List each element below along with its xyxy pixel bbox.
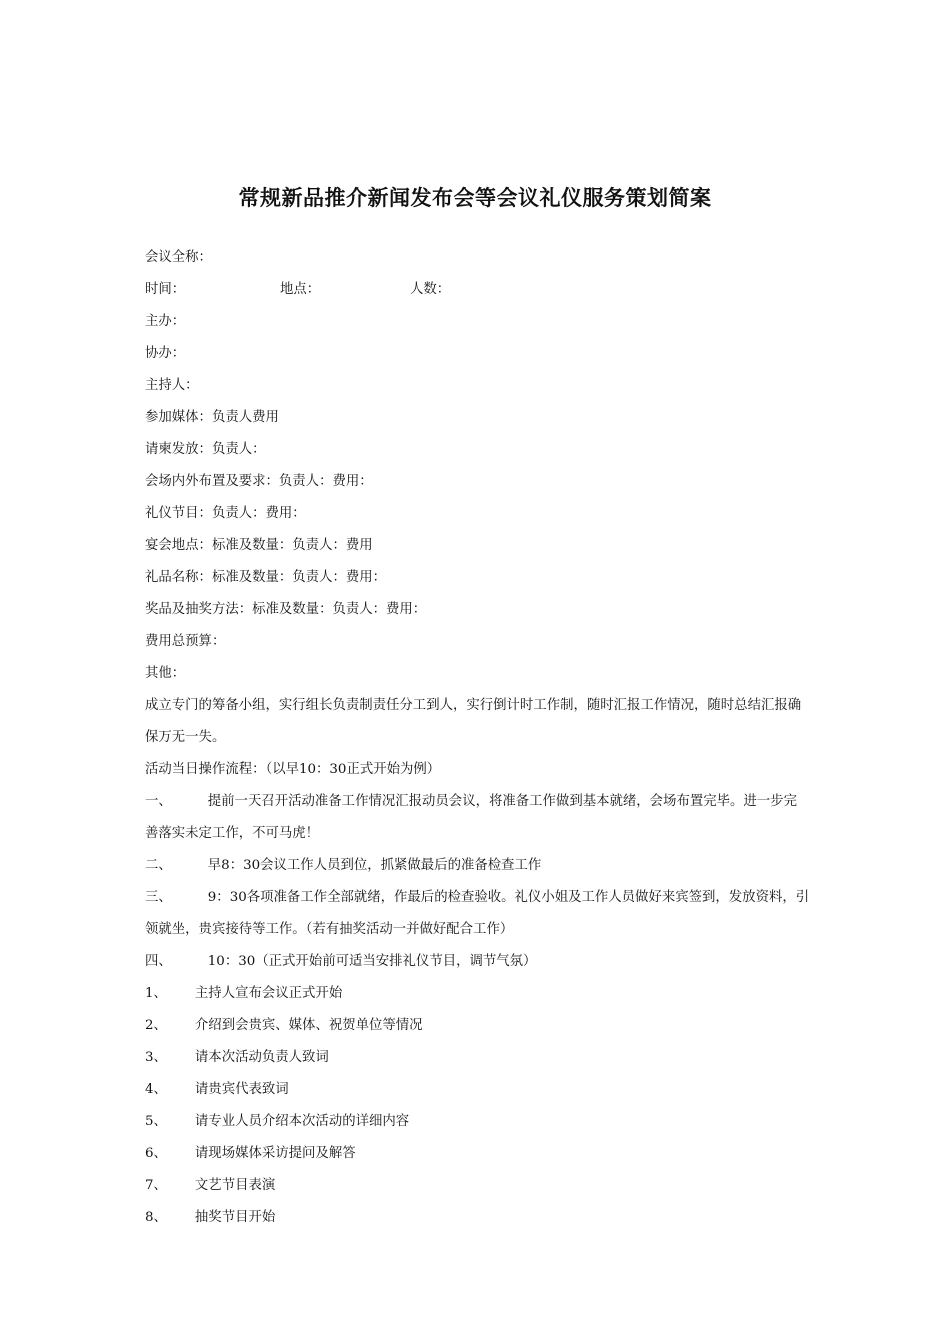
- item-number: 5、: [145, 1114, 167, 1129]
- document-body: [145, 242, 810, 1234]
- field-row-time-place-people: [145, 274, 810, 306]
- list-item: [145, 1170, 810, 1202]
- item-number: 7、: [145, 1178, 167, 1193]
- field-meeting-name: 会议全称：: [145, 250, 212, 265]
- item-text: 主持人宣布会议正式开始: [194, 986, 343, 1001]
- step-number: 二、: [145, 858, 172, 873]
- field-time: 时间：: [145, 282, 186, 297]
- list-item: [145, 1074, 810, 1106]
- field-etiquette: 礼仪节目：负责人：费用：: [145, 506, 306, 521]
- step-text: 9：30各项准备工作全部就绪，作最后的检查验收。礼仪小姐及工作人员做好来宾签到，发放资料，引领就坐，贵宾接待等工作。（若有抽奖活动一并做好配合工作）: [145, 890, 810, 937]
- item-text: 请现场媒体采访提问及解答: [194, 1146, 356, 1161]
- flow-title: 活动当日操作流程：（以早10：30正式开始为例）: [145, 762, 441, 777]
- document-title: 常规新品推介新闻发布会等会议礼仪服务策划简案: [238, 186, 712, 210]
- field-host-org: 主办：: [145, 314, 186, 329]
- item-text: 请专业人员介绍本次活动的详细内容: [194, 1114, 410, 1129]
- list-item: [145, 978, 810, 1010]
- step-number: 三、: [145, 890, 172, 905]
- field-media: 参加媒体：负责人费用: [145, 410, 279, 425]
- field-venue: 会场内外布置及要求：负责人：费用：: [145, 474, 373, 489]
- list-item: [145, 1138, 810, 1170]
- field-gifts: 礼品名称：标准及数量：负责人：费用：: [145, 570, 387, 585]
- field-people: 人数：: [410, 282, 451, 297]
- step-text: 10：30（正式开始前可适当安排礼仪节目，调节气氛）: [207, 954, 537, 969]
- item-text: 文艺节目表演: [194, 1178, 276, 1193]
- item-number: 2、: [145, 1018, 167, 1033]
- list-item: [145, 1042, 810, 1074]
- item-number: 4、: [145, 1082, 167, 1097]
- list-item: [145, 1106, 810, 1138]
- step-text: 提前一天召开活动准备工作情况汇报动员会议，将准备工作做到基本就绪，会场布置完毕。进一步完善落实未定工作，不可马虎！: [145, 794, 797, 841]
- item-text: 抽奖节目开始: [194, 1210, 276, 1225]
- item-number: 1、: [145, 986, 167, 1001]
- list-item: [145, 1010, 810, 1042]
- list-item: [145, 1202, 810, 1234]
- item-number: 8、: [145, 1210, 167, 1225]
- step-text: 早8：30会议工作人员到位，抓紧做最后的准备检查工作: [207, 858, 542, 873]
- item-text: 介绍到会贵宾、媒体、祝贺单位等情况: [194, 1018, 423, 1033]
- step-number: 四、: [145, 954, 172, 969]
- field-invites: 请柬发放：负责人：: [145, 442, 266, 457]
- item-number: 3、: [145, 1050, 167, 1065]
- field-co-org: 协办：: [145, 346, 186, 361]
- field-moderator: 主持人：: [145, 378, 199, 393]
- item-text: 请贵宾代表致词: [194, 1082, 289, 1097]
- item-number: 6、: [145, 1146, 167, 1161]
- step-number: 一、: [145, 794, 172, 809]
- step-3: [145, 882, 810, 946]
- field-budget: 费用总预算：: [145, 634, 226, 649]
- step-1: [145, 786, 810, 850]
- field-place: 地点：: [280, 282, 321, 297]
- paragraph-team: 成立专门的筹备小组，实行组长负责制责任分工到人，实行倒计时工作制，随时汇报工作情况，随时总结汇报确保万无一失。: [145, 698, 802, 745]
- field-prizes: 奖品及抽奖方法：标准及数量：负责人：费用：: [145, 602, 427, 617]
- field-banquet: 宴会地点：标准及数量：负责人：费用: [145, 538, 373, 553]
- item-text: 请本次活动负责人致词: [194, 1050, 329, 1065]
- step-4: [145, 946, 810, 978]
- step-2: [145, 850, 810, 882]
- field-other: 其他：: [145, 666, 186, 681]
